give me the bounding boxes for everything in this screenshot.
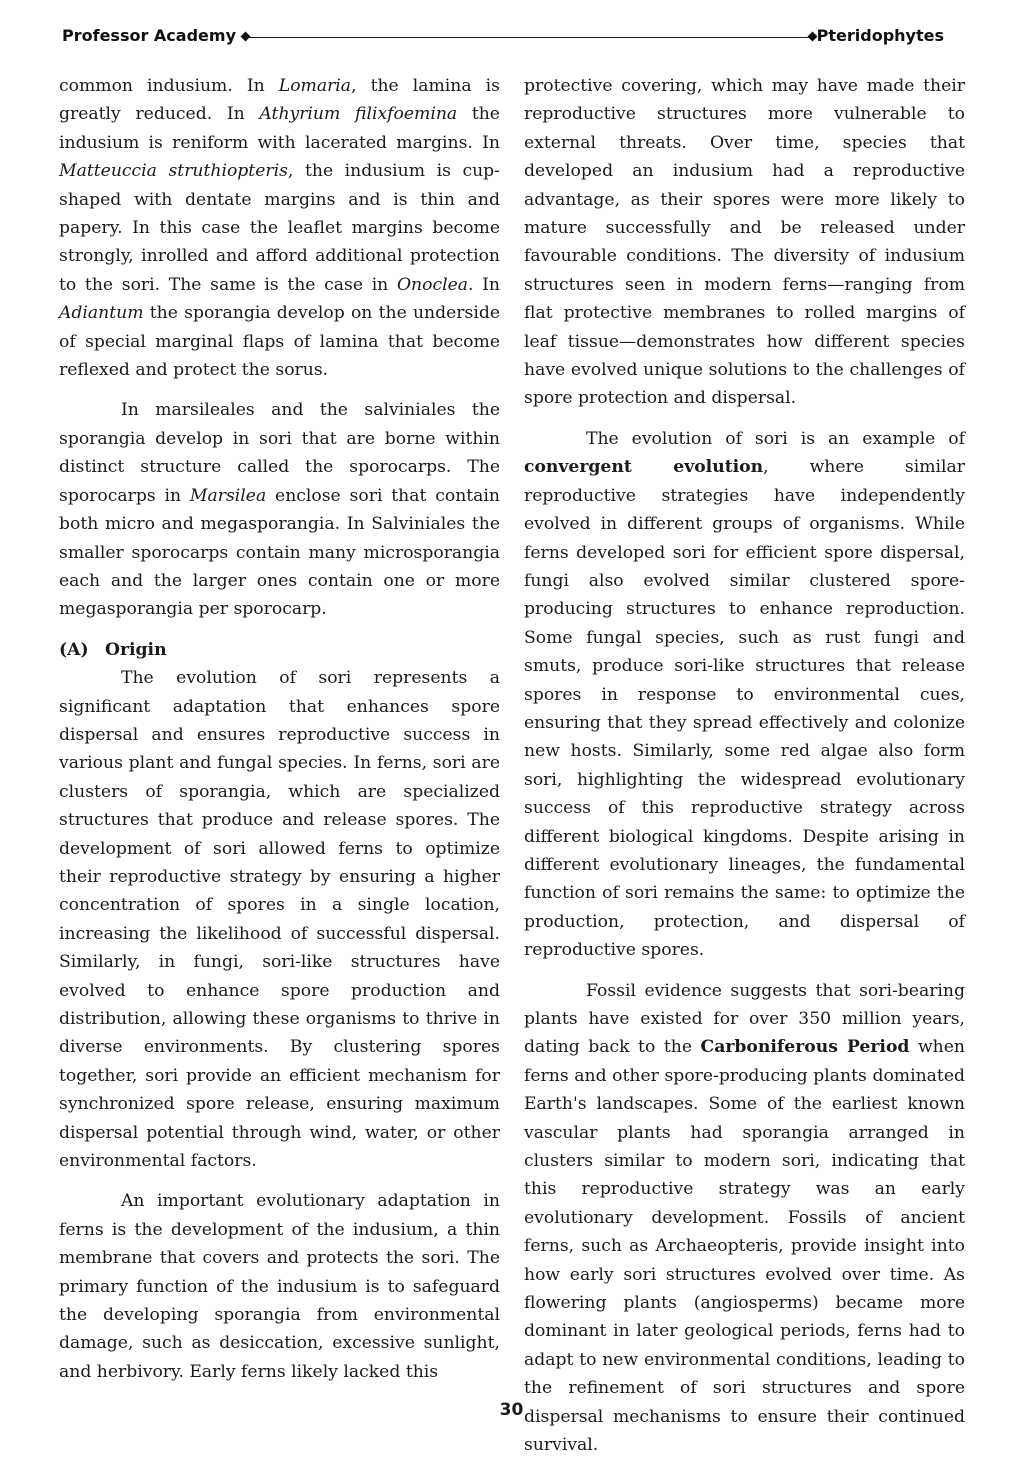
italic-term: Marsilea <box>189 485 267 506</box>
text-run: The evolution of sori represents a significant adaptation that enhances spore dispersal and ensures reproductive success in various plant and fungal species. In ferns, sori are clusters of sporangia, which are specialized structures that produce and release spores. The development of sori allowed ferns to optimize their reproductive strategy by ensuring a higher concentration of spores in a single location, increasing the likelihood of successful dispersal. Similarly, in fungi, sori-like structures have evolved to enhance spore production and distribution, allowing these organisms to thrive in diverse environments. By clustering spores together, sori provide an efficient mechanism for synchronized spore release, ensuring maximum dispersal potential through wind, water, or other environmental factors. <box>59 668 500 1172</box>
paragraph <box>59 664 500 1175</box>
paragraph <box>59 72 500 384</box>
paragraph <box>524 425 965 965</box>
page-header <box>62 26 944 50</box>
paragraph <box>59 1187 500 1386</box>
text-run: In marsileales and the salviniales the sporangia develop in sori that are borne within distinct structure called the sporocarps. The sporocarps in <box>59 400 500 506</box>
section-title: Pteridophytes <box>816 26 944 45</box>
text-run: enclose sori that contain both micro and megasporangia. In Salviniales the smaller sporocarps contain many microsporangia each and the larger ones contain one or more megasporangia per sporocarp. <box>59 485 500 620</box>
paragraph <box>524 72 965 413</box>
italic-term: Adiantum <box>59 303 144 324</box>
italic-term: Athyrium filixfoemina <box>259 104 458 125</box>
text-run: the indusium is reniform with lacerated margins. In <box>59 104 500 153</box>
text-run: An important evolutionary adaptation in ferns is the development of the indusium, a thin membrane that covers and protects the sori. The primary function of the indusium is to safeguard the developing sporangia from environmental damage, such as desiccation, excessive sunlight, and herbivory. Early ferns likely lacked this <box>59 1191 500 1382</box>
text-run: , where similar reproductive strategies have independently evolved in different groups of organisms. While ferns developed sori for efficient spore dispersal, fungi also evolved similar clustered spore-producing structures to enhance reproduction. Some fungal species, such as rust fungi and smuts, produce sori-like structures that release spores in response to environmental cues, ensuring that they spread effectively and colonize new hosts. Similarly, some red algae also form sori, highlighting the widespread evolutionary success of this reproductive strategy across different biological kingdoms. Despite arising in different evolutionary lineages, the fundamental function of sori remains the same: to optimize the production, protection, and dispersal of reproductive spores. <box>524 457 965 961</box>
section-heading <box>59 636 500 664</box>
heading-title: Origin <box>104 639 167 660</box>
text-run: the sporangia develop on the underside of special marginal flaps of lamina that become reflexed and protect the sorus. <box>59 303 500 381</box>
text-run: common indusium. In <box>59 76 279 96</box>
page-number: 30 <box>499 1400 524 1420</box>
text-run: . In <box>468 274 500 295</box>
text-run: , the lamina is greatly reduced. In <box>59 76 500 125</box>
paragraph <box>524 977 965 1460</box>
text-run: The evolution of sori is an example of <box>586 428 965 449</box>
left-column <box>59 72 500 1386</box>
bold-term: Carboniferous Period <box>700 1037 910 1058</box>
italic-term: Lomaria <box>278 76 352 96</box>
bold-term: convergent evolution <box>524 457 764 478</box>
right-column <box>524 72 965 1460</box>
header-rule <box>246 37 812 38</box>
paragraph <box>59 396 500 623</box>
italic-term: Onoclea <box>396 274 468 295</box>
heading-label: (A) <box>59 639 89 660</box>
text-run: , the indusium is cup-shaped with dentate margins and is thin and papery. In this case the leaflet margins become strongly, inrolled and afford additional protection to the sori. The same is the case in <box>59 161 500 295</box>
text-run: Fossil evidence suggests that sori-bearing plants have existed for over 350 million years, dating back to the <box>524 980 965 1058</box>
text-run: when ferns and other spore-producing plants dominated Earth's landscapes. Some of the earliest known vascular plants had sporangia arranged in clusters similar to modern sori, indicating that this reproductive strategy was an early evolutionary development. Fossils of ancient ferns, such as Archaeopteris, provide insight into how early sori structures evolved over time. As flowering plants (angiosperms) became more dominant in later geological periods, ferns had to adapt to new environmental conditions, leading to the refinement of sori structures and spore dispersal mechanisms to ensure their continued survival. <box>524 1037 965 1456</box>
italic-term: Matteuccia struthiopteris <box>59 161 288 182</box>
text-run: protective covering, which may have made their reproductive structures more vulnerable to external threats. Over time, species that developed an indusium had a reproductive advantage, as their spores were more likely to mature successfully and be released under favourable conditions. The diversity of indusium structures seen in modern ferns—ranging from flat protective membranes to rolled margins of leaf tissue—demonstrates how different species have evolved unique solutions to the challenges of spore protection and dispersal. <box>524 76 965 409</box>
brand-name: Professor Academy <box>62 26 236 45</box>
